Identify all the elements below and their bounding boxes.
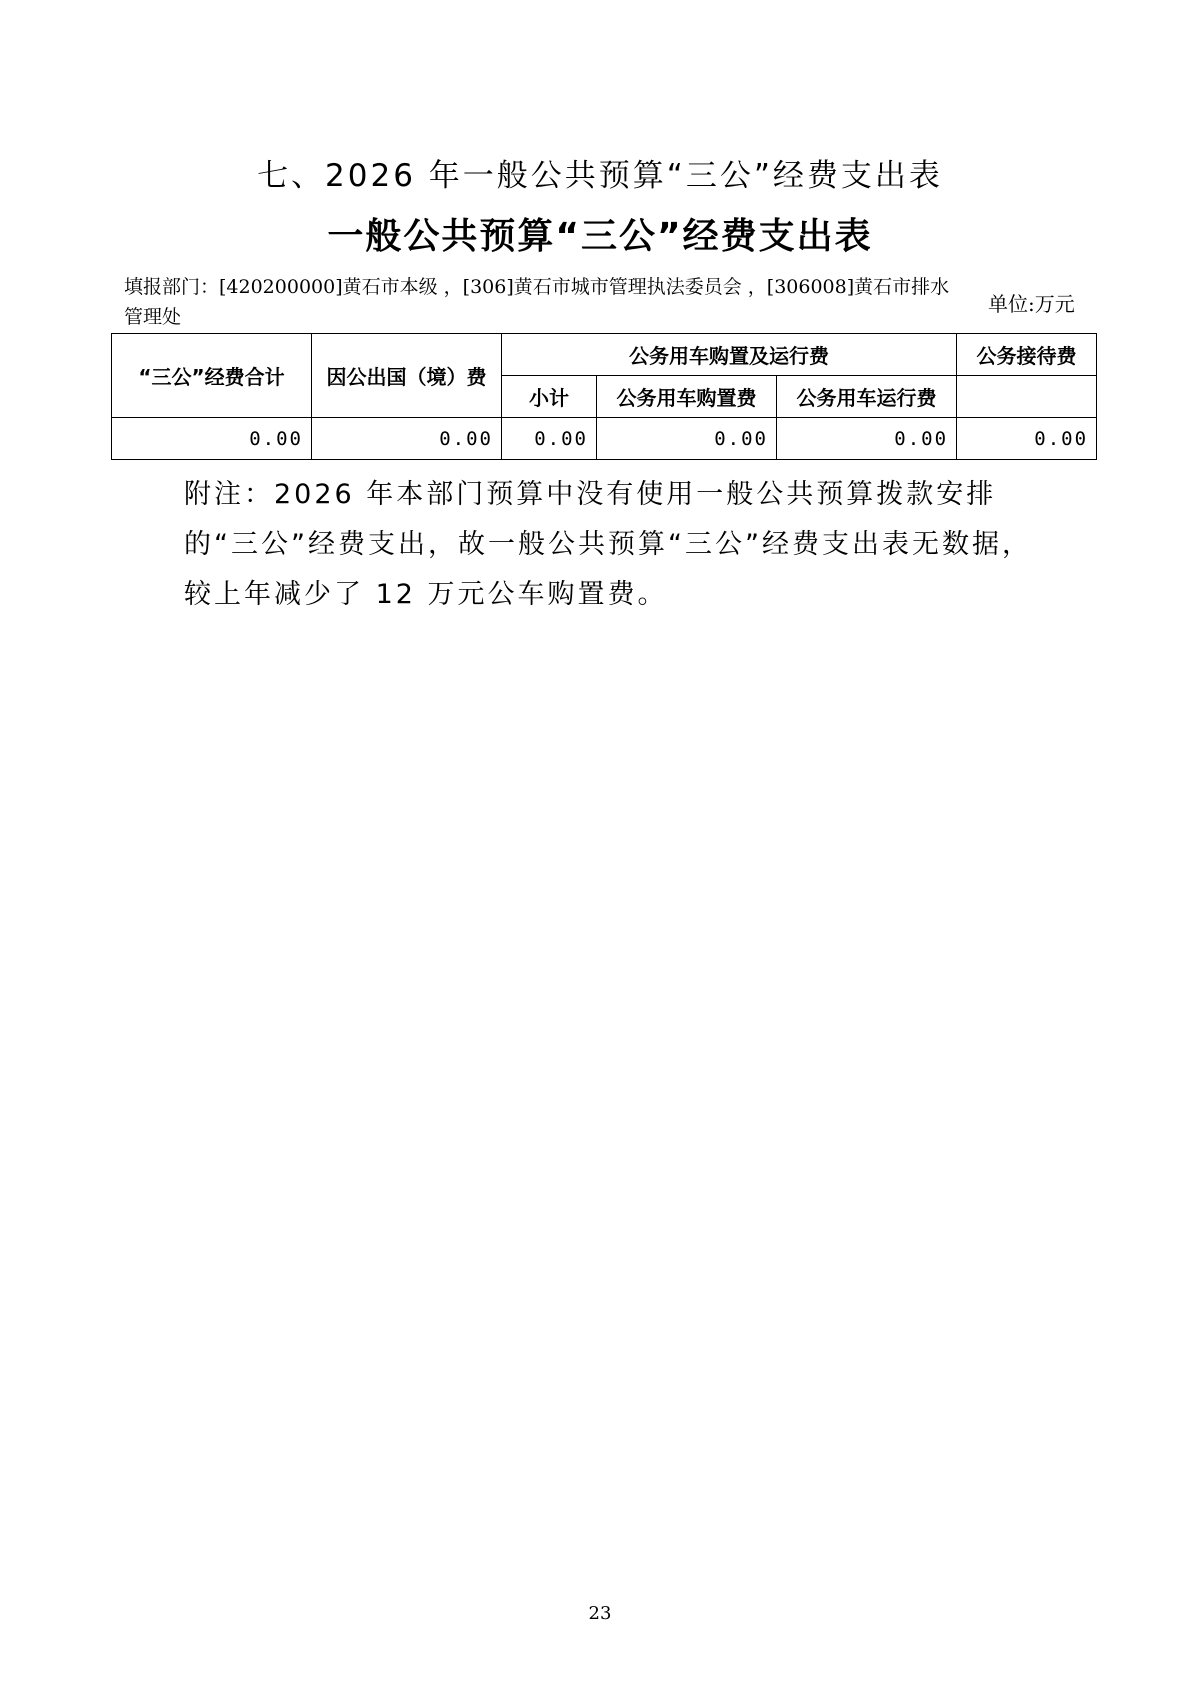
header-vehicle-group: 公务用车购置及运行费 [502,334,957,376]
footnote: 附注：2026 年本部门预算中没有使用一般公共预算拨款安排的“三公”经费支出，故一般公共预算“三公”经费支出表无数据，较上年减少了 12 万元公车购置费。 [184,479,1032,610]
cell-total: 0.00 [112,418,312,460]
reporting-department: 填报部门：[420200000]黄石市本级 ，[306]黄石市城市管理执法委员会 ，[306008]黄石市排水管理处 [124,276,950,328]
cell-reception: 0.00 [957,418,1097,460]
header-total: “三公”经费合计 [112,334,312,418]
header-overseas: 因公出国（境）费 [312,334,502,418]
cell-overseas: 0.00 [312,418,502,460]
cell-vehicle-operation: 0.00 [777,418,957,460]
header-vehicle-purchase: 公务用车购置费 [597,376,777,418]
cell-vehicle-purchase: 0.00 [597,418,777,460]
unit-label: 单位:万元 [988,292,1075,316]
header-reception-blank [957,376,1097,418]
section-title: 七、2026 年一般公共预算“三公”经费支出表 [257,158,943,194]
header-reception: 公务接待费 [957,334,1097,376]
header-subtotal: 小计 [502,376,597,418]
table-row [112,418,1097,460]
page-number: 23 [588,1603,612,1624]
header-vehicle-operation: 公务用车运行费 [777,376,957,418]
cell-subtotal: 0.00 [502,418,597,460]
three-public-expenses-table [111,333,1097,460]
table-title: 一般公共预算“三公”经费支出表 [327,216,873,257]
table-header-row [112,334,1097,376]
